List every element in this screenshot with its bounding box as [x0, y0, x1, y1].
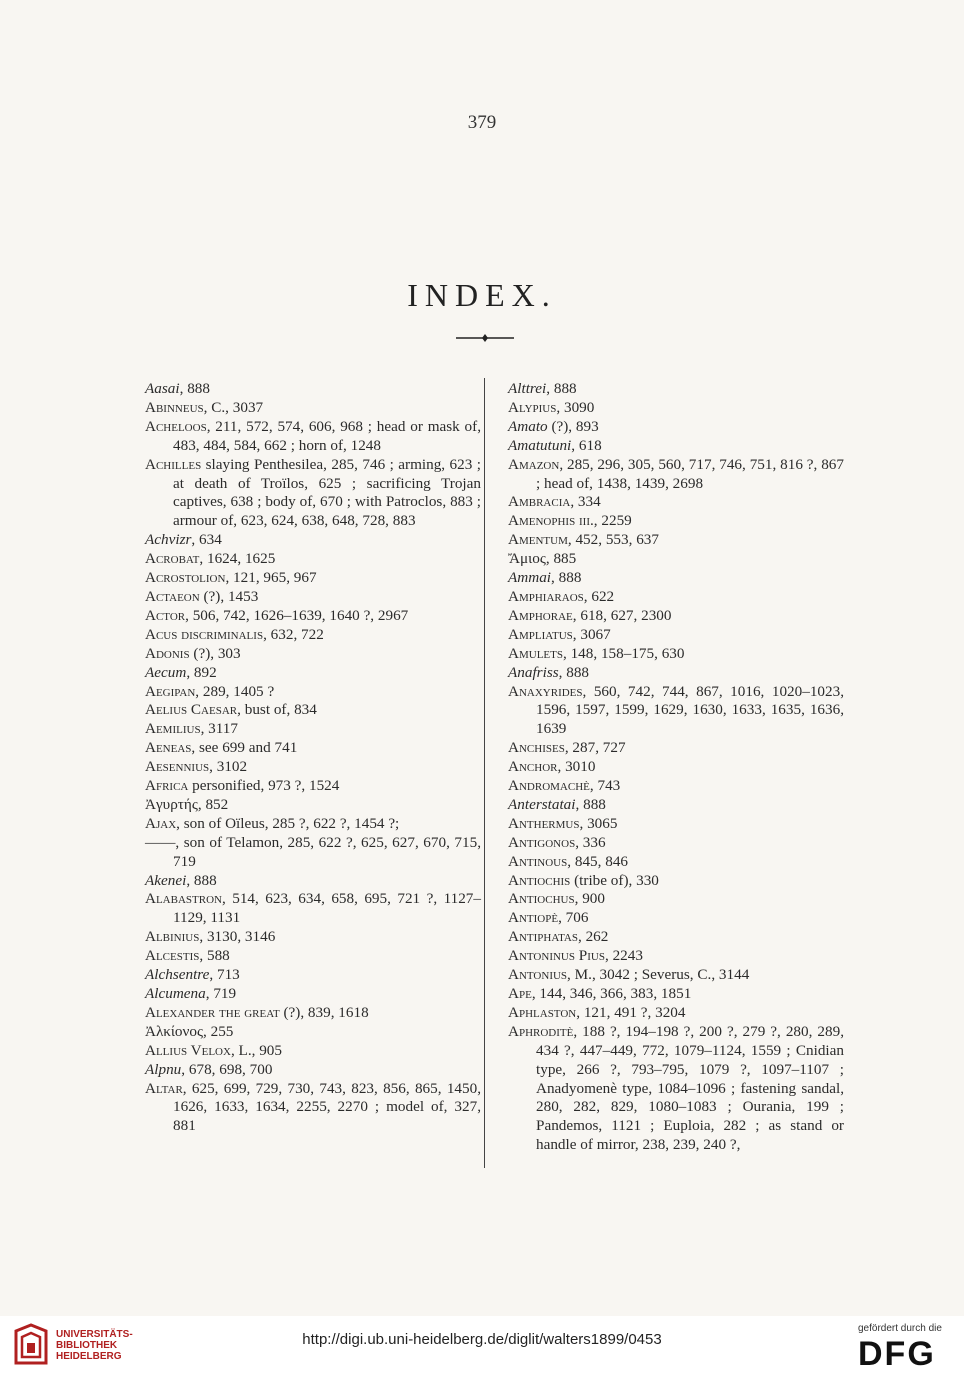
index-entry — [508, 493, 844, 512]
entry-heading: Aelius Caesar — [145, 701, 238, 719]
index-entry — [145, 399, 481, 418]
entry-references: , 211, 572, 574, 606, 968 ; head or mask of, 483, 484, 584, 662 ; horn of, 1248 — [173, 417, 481, 454]
index-entry — [508, 947, 844, 966]
entry-heading: Acheloos — [145, 417, 207, 435]
entry-references: , 888 — [546, 380, 577, 397]
entry-heading: Ἀλκίονος — [145, 1022, 204, 1040]
entry-references: , son of Telamon, 285, 622 ?, 625, 627, 670, 715, 719 — [173, 833, 481, 870]
index-entry — [508, 985, 844, 1004]
page-number: 379 — [467, 112, 497, 133]
index-entry — [508, 437, 844, 456]
index-entry — [508, 683, 844, 740]
entry-references: , 1624, 1625 — [199, 550, 276, 568]
entry-heading: Aecum — [145, 663, 187, 681]
entry-heading: Aphlaston — [508, 1003, 577, 1021]
entry-heading: Aegipan — [145, 682, 196, 700]
index-entry — [145, 569, 481, 588]
entry-references: , 845, 846 — [567, 852, 628, 870]
index-entry — [145, 872, 481, 891]
entry-references: , 514, 623, 634, 658, 695, 721 ?, 1127–1129, 1131 — [173, 890, 481, 927]
entry-references: , 719 — [205, 985, 237, 1002]
index-entry — [145, 796, 481, 815]
index-entry — [508, 739, 844, 758]
index-entry — [508, 418, 844, 437]
entry-references: (tribe of), 330 — [570, 871, 659, 889]
entry-references: , 289, 1405 ? — [195, 682, 275, 700]
index-entry — [145, 626, 481, 645]
entry-heading: Akenei — [145, 871, 187, 889]
entry-heading: Ape — [508, 985, 532, 1002]
entry-references: , 625, 699, 729, 730, 743, 823, 856, 865, 1450, 1626, 1633, 1634, 2255, 2270 ; model of, 327, 881 — [173, 1079, 481, 1135]
entry-references: , 588 — [199, 947, 230, 965]
entry-heading: Anterstatai — [508, 795, 576, 813]
entry-heading: Andromachè — [508, 777, 590, 795]
entry-references: , 285, 296, 305, 560, 717, 746, 751, 816 ?, 867 ; head of, 1438, 1439, 2698 — [536, 455, 844, 492]
entry-heading: Amphiaraos — [508, 587, 584, 605]
source-url-link[interactable]: http://digi.ub.uni-heidelberg.de/diglit/walters1899/0453 — [302, 1331, 662, 1348]
entry-references: , 3065 — [579, 814, 618, 832]
index-entry — [508, 777, 844, 796]
index-entry — [508, 853, 844, 872]
index-entry — [145, 645, 481, 664]
entry-references: , 632, 722 — [263, 625, 324, 643]
entry-references: , M., 3042 ; Severus, C., 3144 — [567, 966, 750, 984]
entry-heading: Albinius — [145, 928, 200, 946]
entry-heading: Ἀγυρτής — [145, 795, 198, 813]
entry-heading: Antoninus Pius — [508, 947, 605, 965]
entry-heading: Africa — [145, 777, 189, 795]
entry-references: , C., 3037 — [203, 398, 264, 416]
index-entry — [508, 758, 844, 777]
entry-heading: Amato — [508, 417, 548, 435]
entry-references: , 2243 — [604, 947, 643, 965]
entry-references: , 888 — [558, 663, 590, 681]
entry-references: , 892 — [186, 663, 217, 681]
entry-references: , 121, 965, 967 — [225, 569, 317, 587]
index-entry — [508, 588, 844, 607]
entry-references: , L., 905 — [230, 1041, 282, 1059]
entry-heading: Antigonos — [508, 833, 576, 851]
entry-references: , 885 — [545, 550, 577, 568]
index-entry — [508, 456, 844, 494]
entry-heading: Allius Velox — [145, 1041, 231, 1059]
index-entry — [145, 928, 481, 947]
entry-heading: Antiochis — [508, 871, 571, 889]
entry-references: slaying Penthesilea, 285, 746 ; arming, 623 ; at death of Troïlos, 625 ; sacrificing Trojan captives, 638 ; body of, 670 ; with Patroclos, 883 ; armour of, 623, 624, 638, 648, 728, 883 — [173, 455, 481, 530]
entry-references: , 713 — [209, 966, 240, 984]
entry-references: , 618, 627, 2300 — [572, 606, 672, 624]
index-entry — [145, 947, 481, 966]
entry-heading: Actor — [145, 606, 186, 624]
index-entry — [145, 758, 481, 777]
entry-references: , 3010 — [557, 758, 596, 776]
entry-references: , 743 — [589, 777, 621, 795]
index-entry — [145, 456, 481, 532]
entry-heading: Abinneus — [145, 398, 204, 416]
index-entry — [145, 664, 481, 683]
entry-heading: Amentum — [508, 531, 568, 549]
entry-heading: Achvizr — [145, 531, 192, 549]
index-entry — [508, 664, 844, 683]
index-entry — [508, 626, 844, 645]
entry-heading: Antinous — [508, 852, 568, 870]
entry-references: , son of Oïleus, 285 ?, 622 ?, 1454 ?; — [176, 814, 400, 832]
entry-references: , 255 — [203, 1022, 234, 1040]
entry-heading: Adonis — [145, 644, 190, 662]
index-entry — [145, 966, 481, 985]
index-entry — [508, 1023, 844, 1155]
entry-references: , 262 — [577, 928, 609, 946]
entry-references: (?), 1453 — [199, 587, 259, 605]
index-entry — [145, 701, 481, 720]
index-entry — [145, 834, 481, 872]
index-entry — [508, 796, 844, 815]
index-entry — [508, 380, 844, 399]
index-entry — [508, 928, 844, 947]
entry-heading: Anthermus — [508, 814, 580, 832]
entry-references: , 336 — [575, 833, 606, 851]
entry-heading: Aesennius — [145, 758, 210, 776]
entry-references: , bust of, 834 — [237, 701, 317, 719]
entry-references: , 622 — [583, 587, 615, 605]
entry-heading: Achilles — [145, 455, 202, 473]
entry-heading: Alcestis — [145, 947, 200, 965]
entry-heading: Amulets — [508, 644, 563, 662]
index-entry — [145, 1061, 481, 1080]
index-entry — [145, 1023, 481, 1042]
index-entry — [145, 607, 481, 626]
entry-heading: Alpnu — [145, 1060, 182, 1078]
entry-references: , 3102 — [209, 758, 248, 776]
index-entry — [145, 1080, 481, 1137]
entry-references: , 188 ?, 194–198 ?, 200 ?, 279 ?, 280, 289, 434 ?, 447–449, 772, 1079–1124, 1559 ; Cnidian type, 266 ?, 793–795, 1079 ?, 1097–1107 ; Anadyomenè type, 1084–1096 ; fastening sandal, 280, 282, 829, 1080–1083 ; Ourania, 199 ; Pandemos, 1121 ; Euploia, 282 ; as stand or handle of mirror, 238, 239, 240 ?, — [536, 1022, 844, 1154]
entry-heading: Antiphatas — [508, 928, 578, 946]
column-divider — [484, 378, 485, 1168]
entry-heading: Amatutuni — [508, 436, 572, 454]
entry-references: , 900 — [574, 890, 605, 908]
entry-references: , 634 — [191, 531, 222, 549]
library-line: UNIVERSITÄTS- — [56, 1329, 133, 1340]
dfg-logo[interactable]: DFG — [858, 1335, 936, 1373]
entry-references: , 144, 346, 366, 383, 1851 — [531, 985, 692, 1002]
entry-references: , 706 — [558, 909, 589, 927]
index-entry — [508, 569, 844, 588]
entry-references: , 287, 727 — [564, 739, 626, 757]
index-column-right — [508, 380, 844, 1155]
index-entry — [508, 966, 844, 985]
index-entry — [508, 645, 844, 664]
index-entry — [508, 890, 844, 909]
index-entry — [145, 683, 481, 702]
index-entry — [145, 1004, 481, 1023]
entry-heading: Acrobat — [145, 550, 200, 568]
entry-heading: —— — [145, 833, 176, 851]
entry-references: , 506, 742, 1626–1639, 1640 ?, 2967 — [185, 606, 409, 624]
entry-heading: Ajax — [145, 814, 177, 832]
entry-references: , 852 — [197, 795, 229, 813]
library-line: HEIDELBERG — [56, 1351, 122, 1362]
entry-references: (?), 839, 1618 — [279, 1003, 369, 1021]
index-entry — [508, 1004, 844, 1023]
entry-heading: Anafriss — [508, 663, 559, 681]
entry-references: , 3090 — [556, 398, 595, 416]
entry-heading: Ἄμιος — [508, 550, 546, 568]
entry-references: , 888 — [179, 380, 210, 397]
index-entry — [508, 531, 844, 550]
entry-references: , 3117 — [200, 720, 238, 738]
entry-heading: Ammai — [508, 569, 552, 587]
entry-heading: Ambracia — [508, 493, 571, 511]
entry-references: (?), 893 — [547, 417, 599, 435]
index-entry — [145, 1042, 481, 1061]
index-entry — [508, 607, 844, 626]
index-entry — [145, 550, 481, 569]
index-entry — [508, 834, 844, 853]
index-entry — [508, 815, 844, 834]
entry-heading: Aphroditè — [508, 1022, 574, 1040]
index-entry — [145, 777, 481, 796]
entry-heading: Alypius — [508, 398, 557, 416]
entry-references: , 888 — [186, 871, 217, 889]
title-ornament — [456, 332, 514, 344]
index-entry — [508, 550, 844, 569]
entry-references: , 3067 — [572, 625, 611, 643]
entry-heading: Anchises — [508, 739, 565, 757]
entry-references: , 121, 491 ?, 3204 — [576, 1003, 686, 1021]
index-entry — [145, 418, 481, 456]
entry-references: , 3130, 3146 — [199, 928, 276, 946]
index-entry — [145, 720, 481, 739]
index-entry — [145, 531, 481, 550]
entry-heading: Altar — [145, 1079, 183, 1097]
entry-heading: Acrostolion — [145, 569, 226, 587]
entry-heading: Anaxyrides — [508, 682, 583, 700]
entry-heading: Actaeon — [145, 587, 200, 605]
funding-caption: gefördert durch die — [858, 1323, 942, 1334]
entry-heading: Acus discriminalis — [145, 625, 264, 643]
entry-heading: Alabastron — [145, 890, 222, 908]
index-entry — [508, 909, 844, 928]
entry-heading: Aeneas — [145, 739, 192, 757]
entry-references: , 334 — [570, 493, 601, 511]
index-entry — [508, 872, 844, 891]
entry-heading: Alttrei — [508, 380, 547, 397]
entry-references: , 2259 — [593, 512, 632, 530]
entry-heading: Anchor — [508, 758, 558, 776]
entry-references: (?), 303 — [189, 644, 241, 662]
index-entry — [508, 399, 844, 418]
index-entry — [145, 588, 481, 607]
entry-heading: Antonius — [508, 966, 568, 984]
entry-heading: Amazon — [508, 455, 560, 473]
entry-heading: Amenophis iii. — [508, 512, 594, 530]
entry-references: , 452, 553, 637 — [567, 531, 659, 549]
library-line: BIBLIOTHEK — [56, 1340, 118, 1351]
entry-heading: Ampliatus — [508, 625, 573, 643]
entry-heading: Alchsentre — [145, 966, 210, 984]
entry-references: , 618 — [571, 436, 602, 454]
entry-heading: Alcumena — [145, 985, 206, 1002]
entry-references: , see 699 and 741 — [191, 739, 298, 757]
entry-references: , 560, 742, 744, 867, 1016, 1020–1023, 1596, 1597, 1599, 1629, 1630, 1633, 1635, 1636, 1639 — [536, 682, 844, 738]
index-entry — [145, 739, 481, 758]
entry-references: , 148, 158–175, 630 — [562, 644, 685, 662]
entry-references: , 888 — [551, 569, 582, 587]
page-title: INDEX. — [407, 277, 557, 313]
entry-references: , 888 — [575, 795, 606, 813]
index-entry — [145, 815, 481, 834]
entry-heading: Amphorae — [508, 606, 573, 624]
entry-heading: Antiochus — [508, 890, 575, 908]
entry-heading: Alexander the great — [145, 1003, 280, 1021]
entry-heading: Antiopè — [508, 909, 559, 927]
entry-references: , 678, 698, 700 — [181, 1060, 273, 1078]
index-entry — [508, 512, 844, 531]
index-entry — [145, 985, 481, 1004]
index-column-left — [145, 380, 481, 1136]
entry-heading: Aasai — [145, 380, 180, 397]
entry-heading: Aemilius — [145, 720, 201, 738]
entry-references: personified, 973 ?, 1524 — [188, 777, 340, 795]
index-entry — [145, 380, 481, 399]
index-entry — [145, 890, 481, 928]
